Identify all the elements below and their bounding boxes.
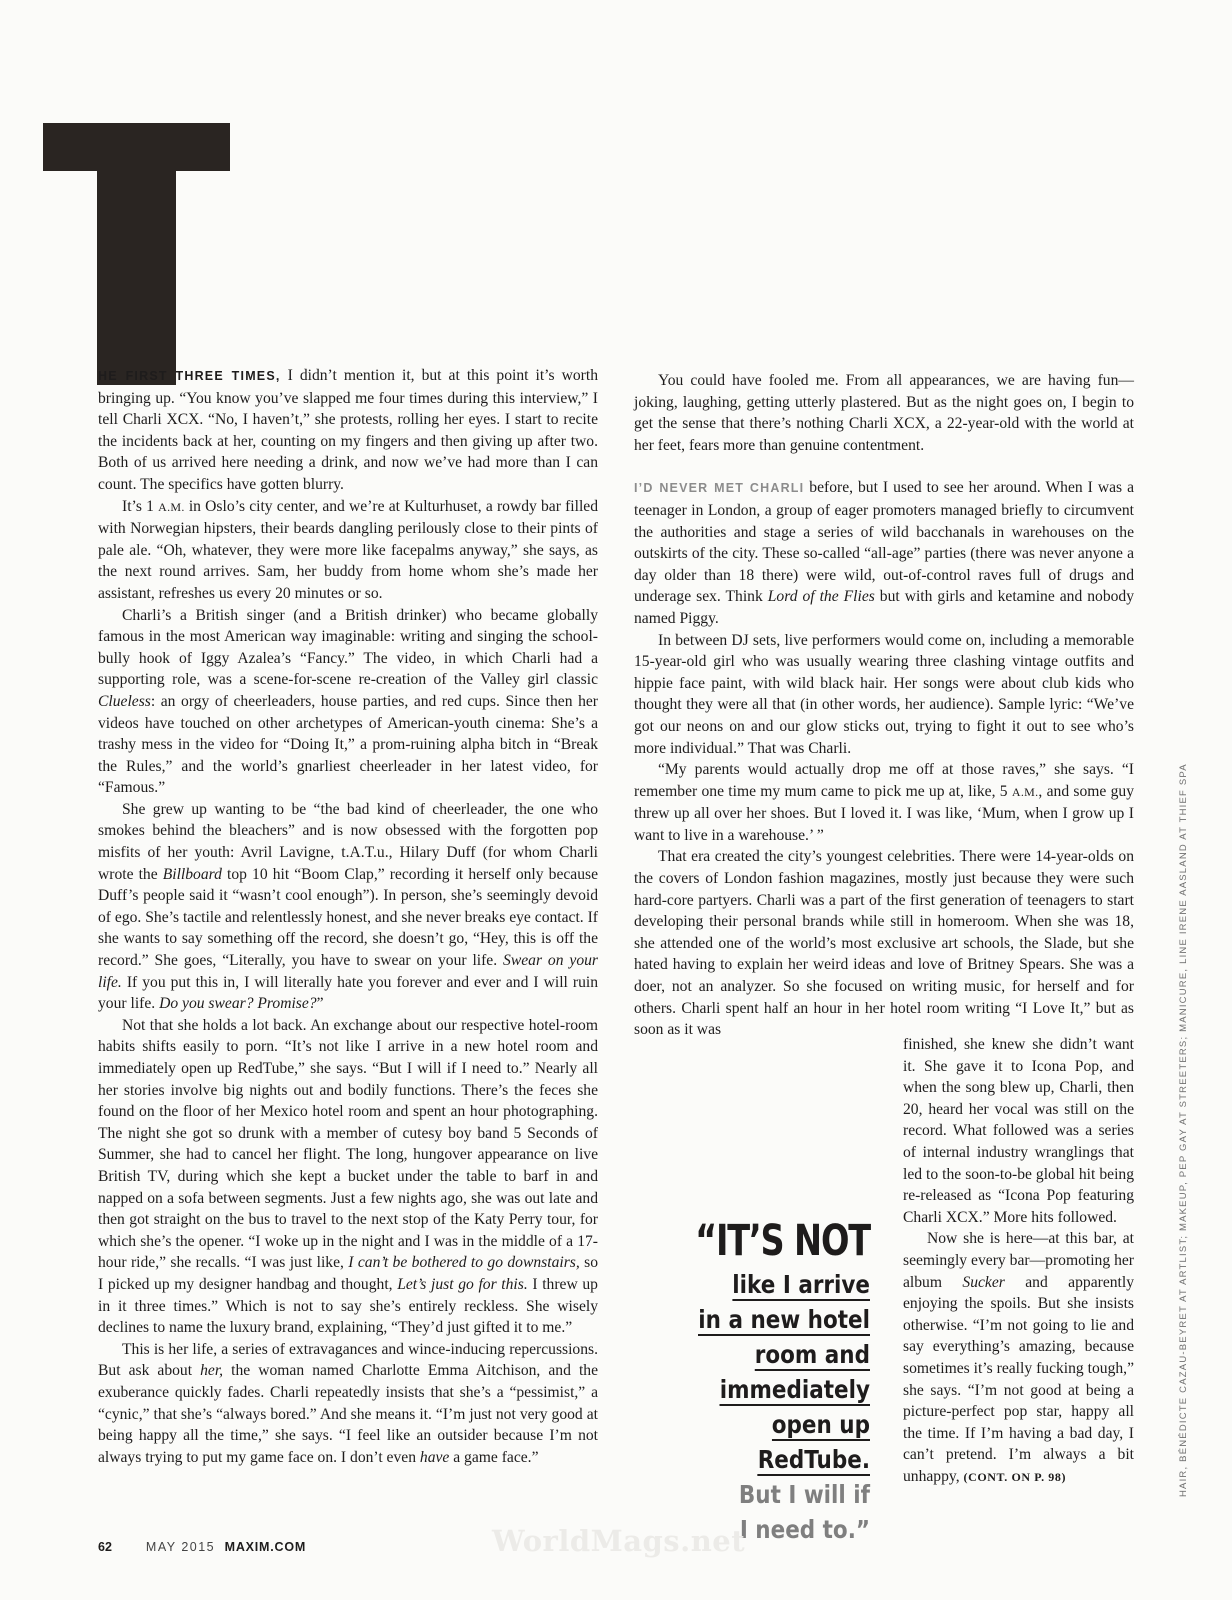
paragraph: I’D NEVER MET CHARLI before, but I used to see her around. When I was a teenager in London, a group of eager promoters managed briefly to circumvent the authorities and stage a series of wild bacchanals in warehouses on the outskirts of the city. These so-called “all-age” parties (there was never anyone a day older than 18 there) were wild, out-of-control raves full of drugs and underage sex. Think Lord of the Flies but with girls and ketamine and nobody named Piggy. xyxy=(634,479,1135,627)
paragraph: Not that she holds a lot back. An exchange about our respective hotel-room habits shifts easily to porn. “It’s not like I arrive in a new hotel room and immediately open up RedTube,” she says. “But I will if I need to.” Nearly all her stories involve big nights out and bodily functions. There’s the feces she found on the floor of her Mexico hotel room and spent an hour photographing. The night she got so drunk with a member of cutesy boy band 5 Seconds of Summer, she had to cancel her flight. The long, hungover appearance on live British TV, during which she kept a bucket under the table to barf in and napped on a sofa between segments. Just a few nights ago, she was out late and then got straight on the bus to travel to the next stop of the Katy Perry tour, for which she’s the opener. “I woke up in the night and I was in the middle of a 17-hour ride,” she recalls. “I was just like, I can’t be bothered to go downstairs, so I picked up my designer handbag and thought, Let’s just go for this. I threw up in it three times.” Which is not to say she’s entirely reckless. She wisely declines to name the luxury brand, explaining, “They’d just gifted it to me.” xyxy=(98,1016,599,1337)
paragraph: finished, she knew she didn’t want it. She gave it to Icona Pop, and when the song blew up, Charli, then 20, heard her vocal was still on the record. What followed was a series of internal industry wranglings that led to the soon-to-be global hit being re-released as “Icona Pop featuring Charli XCX.” More hits followed. xyxy=(903,1036,1134,1226)
paragraph: She grew up wanting to be “the bad kind of cheerleader, the one who smokes behind the bleachers” and is now obsessed with the forgotten pop misfits of her youth: Avril Lavigne, t.A.T.u., Hilary Duff (for whom Charli wrote the Billboard top 10 hit “Boom Clap,” recording it herself only because Duff’s people said it “wasn’t cool enough”). In person, she’s seemingly devoid of ego. She’s tactile and relentlessly honest, and she never breaks eye contact. If she wants to say something off the record, she doesn’t go, “Hey, this is off the record.” She goes, “Literally, you have to swear on your life. Swear on your life. If you put this in, I will literally hate you forever and ever and I will ruin your life. Do you swear? Promise?” xyxy=(98,800,598,1013)
lead-in: HE FIRST THREE TIMES, xyxy=(98,369,281,383)
page-number: 62 xyxy=(98,1540,112,1554)
continued-note: (CONT. ON P. 98) xyxy=(963,1469,1067,1484)
pull-quote-line: open up RedTube. xyxy=(757,1410,870,1474)
watermark-text: WorldMags.net xyxy=(492,1524,746,1558)
pull-quote-line: room and xyxy=(754,1340,870,1369)
pull-quote-line: like I arrive xyxy=(732,1270,870,1299)
paragraph: “My parents would actually drop me off at those raves,” she says. “I remember one time my mum came to pick me up at, like, 5 A.M., and some guy threw up all over her shoes. But I loved it. I was like, ‘Mum, when I grow up I want to live in a warehouse.’ ” xyxy=(634,761,1134,844)
pull-quote-line: I need to.” xyxy=(739,1515,870,1544)
paragraph: Now she is here—at this bar, at seemingly every bar—promoting her album Sucker and apparently enjoying the spoils. But she insists otherwise. “I’m not going to lie and say everything’s amazing, because sometimes it’s really fucking tough,” she says. “I’m not good at being a picture-perfect pop star, happy all the time. If I’m having a bad day, I can’t pretend. I’m always a bit unhappy, (CONT. ON P. 98) xyxy=(903,1230,1134,1485)
dropcap-stem xyxy=(97,123,176,385)
page-footer xyxy=(98,1540,306,1554)
pull-quote-line: in a new hotel xyxy=(698,1305,870,1334)
pull-quote-line: “IT’S NOT xyxy=(695,1216,870,1266)
paragraph: In between DJ sets, live performers would come on, including a memorable 15-year-old girl who was usually wearing three clashing vintage outfits and hippie face paint, with wild black hair. Her songs were about club kids who thought they were all that (in other words, her audience). Sample lyric: “We’ve got our neons on and our glow sticks out, trying to fight it out to see who’s more individual.” That was Charli. xyxy=(634,631,1134,757)
article-column-2-narrow xyxy=(903,1034,1134,1488)
paragraph: That era created the city’s youngest celebrities. There were 14-year-olds on the covers of London fashion magazines, mostly just because they were such hard-core partyers. Charli was a part of the first generation of teenagers to start developing their personal brands while still in homeroom. When she was 18, she attended one of the world’s most exclusive art schools, the Slade, but she hated having to explain her weird ideas and love of Britney Spears. She was a doer, not an analyzer. So she focused on writing music, for herself and for others. Charli spent half an hour in her hotel room writing “I Love It,” but as soon as it was xyxy=(634,848,1134,1039)
pull-quote xyxy=(630,1215,870,1547)
dropcap-letter-t xyxy=(43,123,230,385)
pull-quote-line: But I will if xyxy=(738,1480,870,1509)
article-column-2 xyxy=(634,370,1134,1041)
section-lead-in: I’D NEVER MET CHARLI xyxy=(634,481,805,496)
paragraph: It’s 1 A.M. in Oslo’s city center, and we’re at Kulturhuset, a rowdy bar filled with Norwegian hipsters, their beards dangling perilously close to their pints of pale ale. “Oh, whatever, they were more like facepalms anyway,” she says, as the next round arrives. Sam, her buddy from home whom she’s made her assistant, refreshes us every 20 minutes or so. xyxy=(98,497,598,602)
paragraph: Charli’s a British singer (and a British drinker) who became globally famous in the most American way imaginable: writing and singing the school-bully hook of Iggy Azalea’s “Fancy.” The video, in which Charli had a supporting role, was a scene-for-scene re-creation of the Valley girl classic Clueless: an orgy of cheerleaders, house parties, and red cups. Since then her videos have touched on other archetypes of American-youth cinema: She’s a trashy mess in the video for “Doing It,” a prom-ruining alpha bitch in “Break the Rules,” and the world’s gnarliest cheerleader in her latest video, for “Famous.” xyxy=(98,606,598,797)
paragraph: You could have fooled me. From all appearances, we are having fun—joking, laughing, getting utterly plastered. But as the night goes on, I begin to get the sense that there’s nothing Charli XCX, a 22-year-old with the world at her feet, fears more than genuine contentment. xyxy=(634,372,1134,454)
issue-date: MAY 2015 xyxy=(145,1540,216,1554)
pull-quote-line: immediately xyxy=(719,1375,870,1404)
paragraph: This is her life, a series of extravagances and wince-inducing repercussions. But ask about her, the woman named Charlotte Emma Aitchison, and the exuberance quickly fades. Charli repeatedly insists that she’s a “pessimist,” a “cynic,” that she’s “always bored.” And she means it. “I’m just not very good at being happy all the time,” she says. “I feel like an outsider because I’m not always trying to put my game face on. I don’t even have a game face.” xyxy=(98,1340,598,1466)
site-link[interactable]: MAXIM.COM xyxy=(224,1540,307,1554)
article-column-1 xyxy=(98,365,598,1468)
paragraph: HE FIRST THREE TIMES, I didn’t mention it, but at this point it’s worth bringing up. “You know you’ve slapped me four times during this interview,” I tell Charli XCX. “No, I haven’t,” she protests, rolling her eyes. I start to recite the incidents back at her, counting on my fingers and then giving up after two. Both of us arrived here needing a drink, and now we’ve had more than I can count. The specifics have gotten blurry. xyxy=(98,367,599,493)
photo-credits: HAIR, BÉNÉDICTE CAZAU-BEYRET AT ARTLIST; MAKEUP, PEP GAY AT STREETERS; MANICURE, LINE IRENE AASLAND AT THIEF SPA xyxy=(1178,763,1189,1497)
